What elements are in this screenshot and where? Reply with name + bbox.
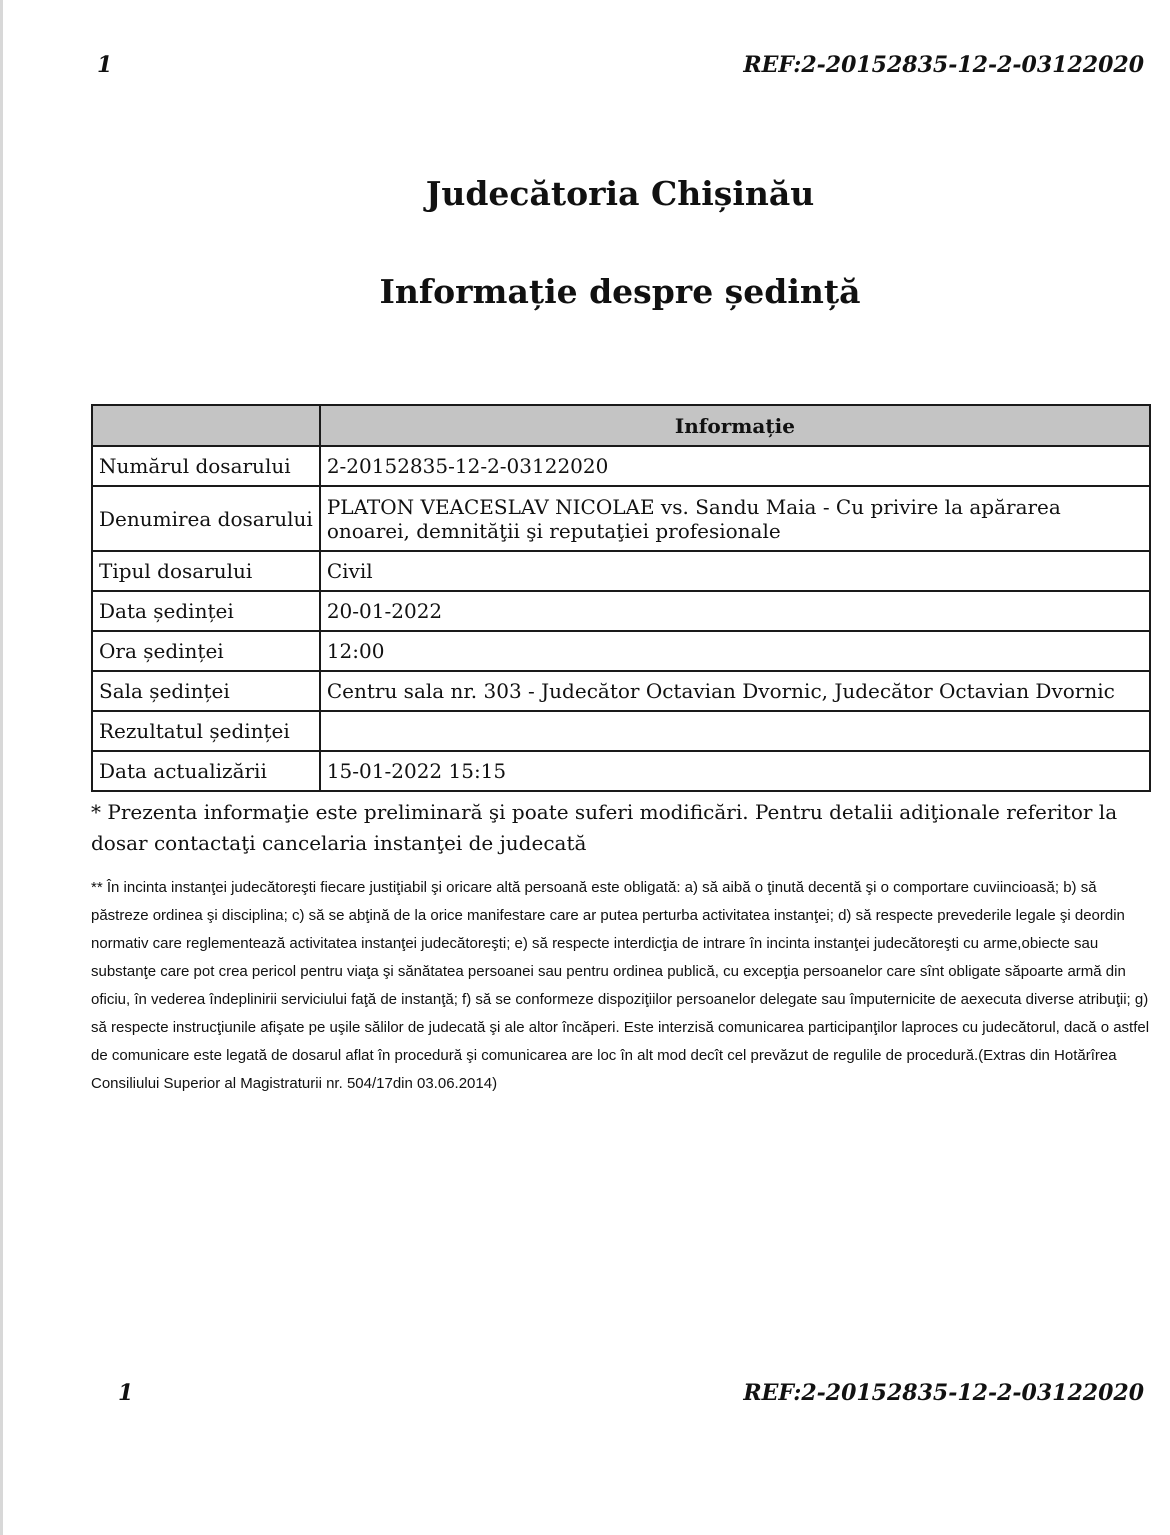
row-value-hearing-time: 12:00 — [320, 631, 1150, 671]
table-row — [92, 711, 1150, 751]
footer-ref: REF:2-20152835-12-2-03122020 — [743, 1380, 1144, 1406]
row-value-case-number: 2-20152835-12-2-03122020 — [320, 446, 1150, 486]
table-row — [92, 591, 1150, 631]
table-row — [92, 751, 1150, 791]
table-header-empty — [92, 405, 320, 446]
preliminary-note: * Prezenta informaţie este preliminară şi poate suferi modificări. Pentru detalii adiţionale referitor la dosar contactaţi cancelaria instanţei de judecată — [91, 800, 1118, 855]
page-left-edge — [0, 0, 3, 1535]
info-table — [91, 404, 1151, 792]
row-label-case-type: Tipul dosarului — [92, 551, 320, 591]
header-page-number: 1 — [97, 52, 113, 78]
court-title: Judecătoria Chișinău — [425, 174, 815, 213]
row-label-case-name: Denumirea dosarului — [92, 486, 320, 551]
regulations-note: ** În incinta instanţei judecătoreşti fiecare justiţiabil şi oricare altă persoană este obligată: a) să aibă o ţinută decentă şi o comportare cuviincioasă; b) să păstreze ordinea şi disciplina; c) să se abţină de la orice manifestare care ar putea perturba activitatea instanţei; d) să respecte prevederile legale şi deordin normativ care reglementează activitatea instanţei judecătoreşti; e) să respecte interdicţia de intrare în incinta instanţei judecătoreşti cu arme,obiecte sau substanţe care pot crea pericol pentru viaţa şi sănătatea persoanei sau pentru ordinea publică, cu excepţia persoanelor care sînt obligate săpoarte armă din oficiu, în vederea îndeplinirii serviciului faţă de instanţă; f) să se conformeze dispoziţiilor persoanelor delegate sau împuternicite de aexecuta diverse atribuţii; g) să respecte instrucţiunile afişate pe uşile sălilor de judecată şi ale altor încăperi. Este interzisă comunicarea participanţilor laproces cu judecătorul, dacă o astfel de comunicare este legată de dosarul aflat în procedură şi comunicarea are loc în alt mod decît cel prevăzut de regulile de procedură.(Extras din Hotărîrea Consiliului Superior al Magistraturii nr. 504/17din 03.06.2014) — [91, 879, 1150, 1092]
table-row — [92, 446, 1150, 486]
table-row — [92, 671, 1150, 711]
row-value-update-date: 15-01-2022 15:15 — [320, 751, 1150, 791]
table-row — [92, 631, 1150, 671]
row-value-case-type: Civil — [320, 551, 1150, 591]
table-row — [92, 486, 1150, 551]
table-row — [92, 551, 1150, 591]
table-header-info: Informație — [320, 405, 1150, 446]
row-value-hearing-room: Centru sala nr. 303 - Judecător Octavian Dvornic, Judecător Octavian Dvornic — [320, 671, 1150, 711]
page-subtitle: Informație despre ședință — [379, 272, 861, 311]
row-label-case-number: Numărul dosarului — [92, 446, 320, 486]
row-value-hearing-date: 20-01-2022 — [320, 591, 1150, 631]
header-ref: REF:2-20152835-12-2-03122020 — [743, 52, 1144, 78]
row-label-update-date: Data actualizării — [92, 751, 320, 791]
row-label-hearing-room: Sala ședinței — [92, 671, 320, 711]
table-header-row — [92, 405, 1150, 446]
row-label-hearing-time: Ora ședinței — [92, 631, 320, 671]
row-value-case-name: PLATON VEACESLAV NICOLAE vs. Sandu Maia - Cu privire la apărarea onoarei, demnităţii şi reputaţiei profesionale — [320, 486, 1150, 551]
row-label-hearing-date: Data ședinței — [92, 591, 320, 631]
row-value-hearing-result — [320, 711, 1150, 751]
footer-page-number: 1 — [118, 1380, 134, 1406]
row-label-hearing-result: Rezultatul ședinței — [92, 711, 320, 751]
